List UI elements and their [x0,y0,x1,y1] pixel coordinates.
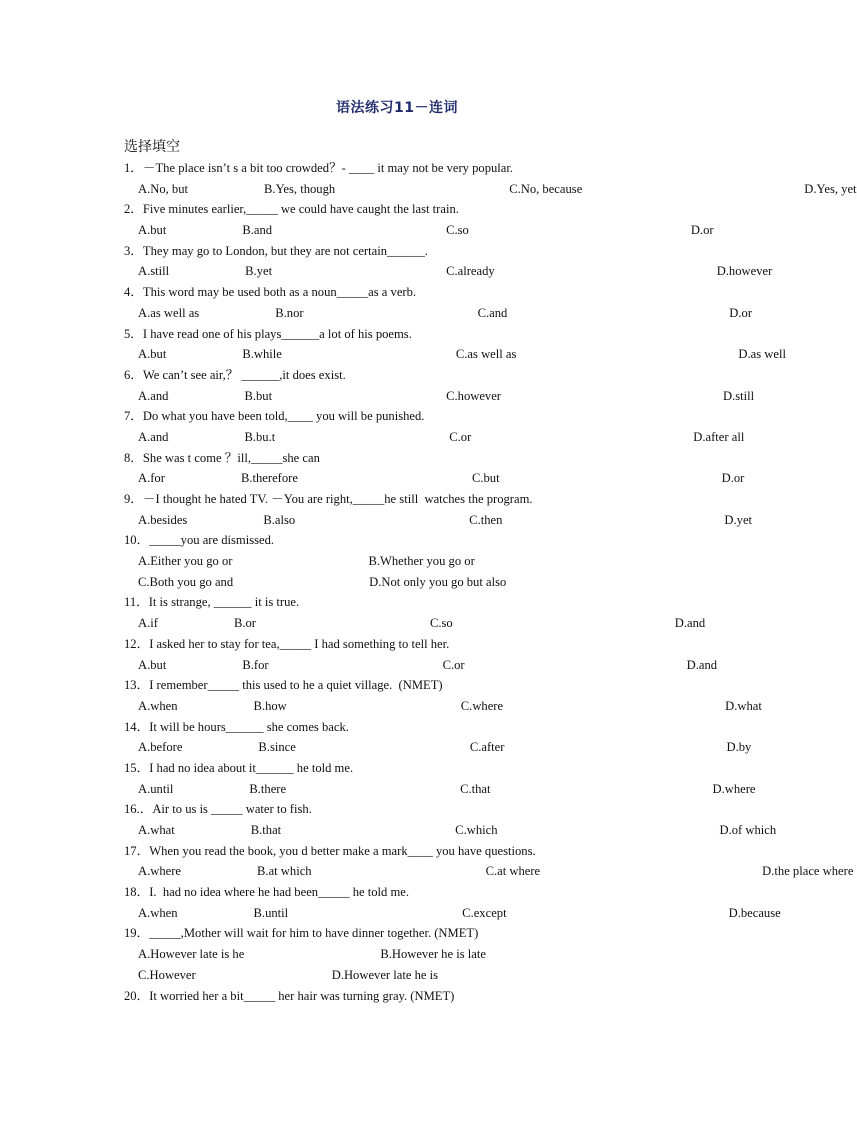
answer-option: C.However [138,967,196,982]
answer-option: B.until [253,905,289,920]
option-row [124,696,762,717]
answer-option: A.where [138,864,182,879]
question-stem: 13．I remember_____ this used to he a quiet village. (NMET) [124,678,443,693]
option-row [124,779,756,800]
question-stem: 2．Five minutes earlier,_____ we could have caught the last train. [124,202,459,217]
question-stem: 1．－The place isn’t s a bit too crowded？- ____ it may not be very popular. [124,161,514,175]
answer-option: D.or [721,471,745,486]
answer-option: C.but [471,471,500,486]
question-stem: 14．It will be hours______ she comes back. [124,719,349,734]
answer-option: B.nor [275,305,304,320]
answer-option: C.at where [485,864,541,879]
option-row [124,261,773,282]
answer-option: A.before [138,740,183,755]
answer-option: C.then [469,512,503,527]
option-row [124,386,755,407]
answer-option: B.and [242,223,273,238]
answer-option: D.Yes, yet [804,181,857,196]
question-stem: 11．It is strange, ______ it is true. [124,595,300,610]
answer-option: D.and [674,616,706,631]
answer-option: B.or [233,616,256,631]
answer-option: B.while [242,347,282,362]
answer-option: D.or [729,305,753,320]
question-stem: 6．We can’t see air,？ ______,it does exist. [124,367,346,382]
answer-option: C.and [477,305,508,320]
answer-option: D.where [712,781,756,796]
answer-option: C.that [460,781,491,796]
answer-option: B.for [242,657,269,672]
option-row [124,655,718,676]
option-row [124,427,745,448]
question-stem: 7．Do what you have been told,____ you will be punished. [124,409,425,424]
question-stem: 20．It worried her a bit_____ her hair was turning gray. (NMET) [124,988,455,1003]
answer-option: A.until [138,781,174,796]
answer-option: C.so [429,616,453,631]
answer-option: D.Not only you go but also [369,574,507,589]
answer-option: C.No, because [509,181,583,196]
option-row [124,861,854,882]
question-stem: 3．They may go to London, but they are not certain______. [124,243,428,258]
answer-option: C.or [449,429,472,444]
answer-option: C.after [469,740,505,755]
option-row [124,551,684,572]
question-stem: 18．I. had no idea where he had been_____ he told me. [124,885,410,900]
answer-option: C.which [455,823,498,837]
page-title: 语法练习11－连词 [336,100,458,116]
option-row [124,820,777,841]
answer-option: B.yet [245,264,273,279]
answer-option: D.or [690,223,714,238]
answer-option: D.and [686,657,718,672]
option-row [124,344,786,365]
option-row [124,903,781,924]
answer-option: B.bu.t [244,429,276,444]
option-row [124,965,684,986]
option-row [124,179,857,200]
question-stem: 19．_____,Mother will wait for him to have dinner together. (NMET) [124,926,479,941]
answer-option: A.for [138,471,165,486]
question-stem: 9．－I thought he hated TV. －You are right,_____he still watches the program. [124,492,533,506]
option-row [124,737,752,758]
answer-option: C.or [442,657,465,672]
answer-option: A.as well as [138,305,200,320]
answer-option: A.when [138,698,178,713]
answer-option: A.Either you go or [138,554,233,569]
question-stem: 12．I asked her to stay for tea,_____ I had something to tell her. [124,636,450,651]
answer-option: A.what [138,823,175,837]
answer-option: A.besides [138,512,188,527]
answer-option: D.However late he is [331,967,439,982]
section-heading: 选择填空 [124,139,180,155]
answer-option: C.except [462,905,507,920]
answer-option: C.where [460,698,504,713]
option-row [124,220,714,241]
answer-option: A.if [138,616,158,631]
answer-option: A.but [138,347,167,362]
answer-option: D.however [716,264,773,279]
answer-option: C.as well as [455,347,517,362]
answer-option: B.also [263,512,296,527]
answer-option: D.what [725,698,762,713]
answer-option: D.of which [719,823,777,837]
question-list [124,158,857,1006]
question-stem: 4．This word may be used both as a noun_____as a verb. [124,285,417,300]
answer-option: C.however [446,388,502,403]
answer-option: D.yet [724,512,753,527]
question-stem: 8．She was t come ？ill,_____she can [124,450,320,465]
question-stem: 15．I had no idea about it______ he told me. [124,760,354,775]
answer-option: D.by [726,740,752,755]
answer-option: A.However late is he [138,947,245,962]
question-stem: 5．I have read one of his plays______a lot of his poems. [124,326,412,341]
option-row [124,944,684,965]
answer-option: B.since [258,740,296,755]
answer-option: A.No, but [138,181,189,196]
answer-option: B.However he is late [380,947,486,962]
answer-option: B.that [250,823,282,837]
answer-option: B.therefore [240,471,298,486]
question-stem: 10．_____you are dismissed. [124,533,275,548]
option-row [124,303,753,324]
question-stem: 16.．Air to us is _____ water to fish. [124,802,312,817]
answer-option: D.after all [693,429,745,444]
answer-option: D.still [723,388,755,403]
answer-option: A.when [138,905,178,920]
answer-option: B.Yes, though [264,181,336,196]
answer-option: A.but [138,657,167,672]
option-row [124,572,684,593]
option-row [124,468,745,489]
option-row [124,613,706,634]
answer-option: D.the place where [762,864,854,879]
answer-option: B.there [249,781,287,796]
question-stem: 17．When you read the book, you d better make a mark____ you have questions. [124,843,536,858]
answer-option: B.Whether you go or [368,554,475,569]
answer-option: A.and [138,429,169,444]
answer-option: B.how [253,698,287,713]
option-row [124,510,753,531]
answer-option: C.Both you go and [138,574,234,589]
answer-option: D.as well [738,347,786,362]
answer-option: C.so [446,223,469,238]
answer-option: D.because [728,905,781,920]
answer-option: A.but [138,223,167,238]
answer-option: A.still [138,264,170,279]
answer-option: A.and [138,388,169,403]
answer-option: C.already [446,264,495,279]
answer-option: B.at which [257,864,312,879]
answer-option: B.but [244,388,273,403]
